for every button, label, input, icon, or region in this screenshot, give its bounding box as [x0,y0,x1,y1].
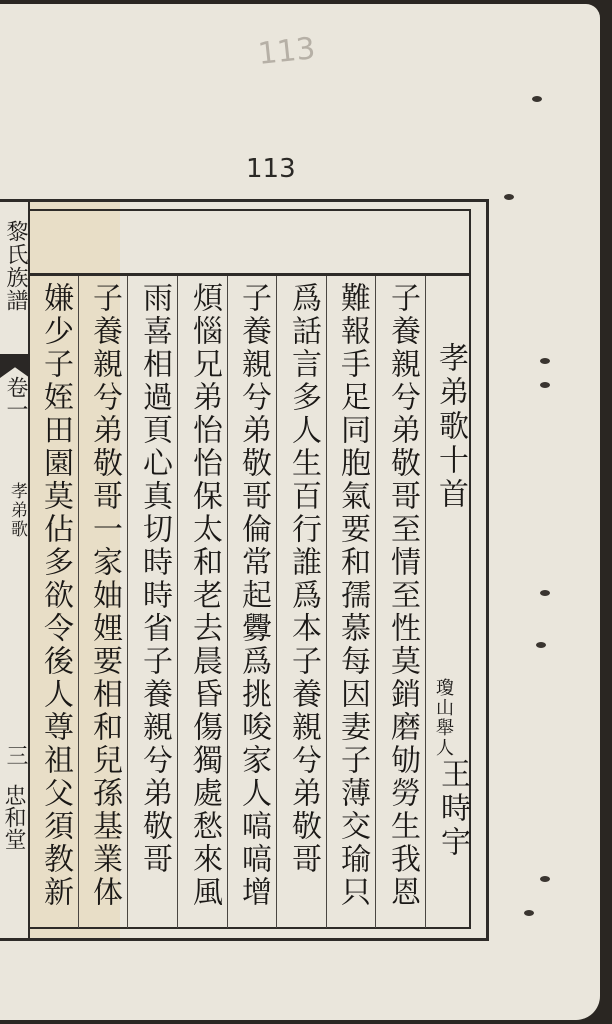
author-origin: 瓊山舉人 [433,678,454,758]
binding-hole [536,642,546,648]
text-column: 子養親兮弟敬哥一家妯娌要相和兒孫基業体 [87,282,122,909]
binding-hole [540,358,550,364]
text-column: 煩惱兄弟怡怡保太和老去晨昏傷獨處愁來風 [187,282,222,909]
binding-hole [532,96,542,102]
document-page [0,4,600,1020]
text-column: 雨喜相過頁心真切時時省子養親兮弟敬哥 [137,282,172,876]
poem-title: 孝弟歌十首 [433,342,468,512]
pencil-page-number: 113 [256,31,317,72]
text-column: 爲話言多人生百行誰爲本子養親兮弟敬哥 [286,282,321,876]
binding-hole [540,590,550,596]
margin-section: 孝弟歌 [7,482,27,539]
binding-hole [524,910,534,916]
margin-book-title: 黎氏族譜 [3,220,28,312]
text-column: 子養親兮弟敬哥倫常起釁爲挑唆家人嗃嗃增 [236,282,271,909]
text-column: 子養親兮弟敬哥至情至性莫銷磨劬勞生我恩 [385,282,420,909]
margin-page: 三 [3,744,28,766]
binding-hole [504,194,514,200]
margin-volume: 卷一 [3,376,28,420]
margin-hall: 忠和堂 [1,784,26,850]
header-strip [30,209,471,275]
binding-hole [540,876,550,882]
ink-page-number: 113 [246,154,296,184]
text-column: 嫌少子姪田園莫佔多欲令後人尊祖父須教新 [38,282,73,909]
text-column: 難報手足同胞氣要和孺慕每因妻子薄交瑜只 [335,282,370,909]
binding-hole [540,382,550,388]
author-name: 王時宇 [435,758,470,860]
